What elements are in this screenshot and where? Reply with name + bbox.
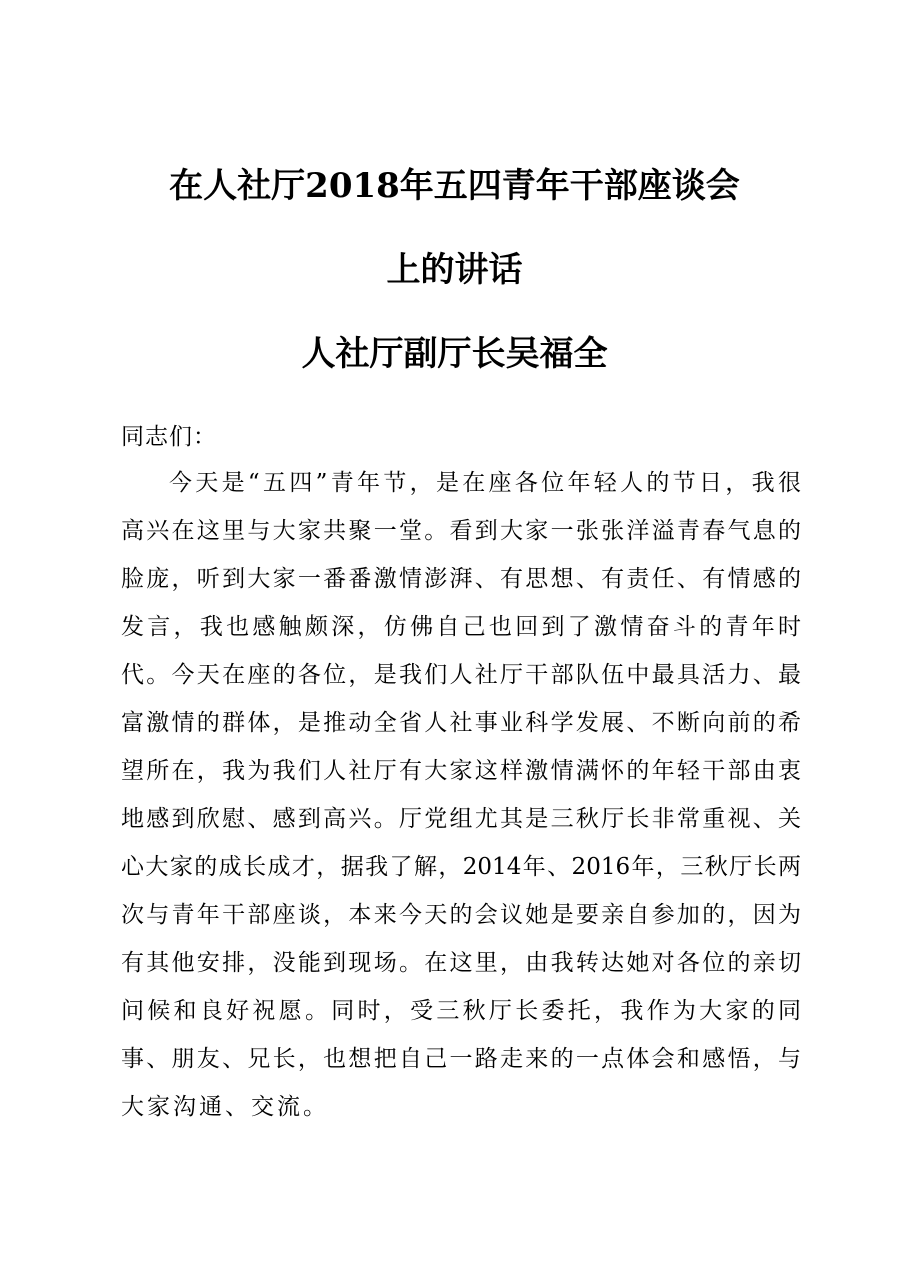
paragraph-line: 心大家的成长成才，据我了解，2014年、2016年，三秋厅长两	[121, 854, 801, 880]
salutation: 同志们：	[121, 424, 217, 450]
paragraph-line: 发言，我也感触颇深，仿佛自己也回到了激情奋斗的青年时	[121, 614, 801, 640]
author-line: 人社厅副厅长吴福全	[301, 334, 608, 374]
paragraph-line: 望所在，我为我们人社厅有大家这样激情满怀的年轻干部由衷	[121, 758, 801, 784]
paragraph-line: 高兴在这里与大家共聚一堂。看到大家一张张洋溢青春气息的	[121, 518, 801, 544]
document-title: 在人社厅2018年五四青年干部座谈会	[169, 166, 740, 206]
paragraph-line: 事、朋友、兄长，也想把自己一路走来的一点体会和感悟，与	[121, 1046, 801, 1072]
paragraph-line: 富激情的群体，是推动全省人社事业科学发展、不断向前的希	[121, 710, 801, 736]
body-paragraph	[121, 459, 801, 1131]
paragraph-line: 今天是“五四”青年节，是在座各位年轻人的节日，我很	[169, 470, 801, 496]
paragraph-line: 脸庞，听到大家一番番激情澎湃、有思想、有责任、有情感的	[121, 566, 801, 592]
paragraph-line: 有其他安排，没能到现场。在这里，由我转达她对各位的亲切	[121, 950, 801, 976]
document-title-continued: 上的讲话	[386, 250, 523, 290]
paragraph-line: 大家沟通、交流。	[121, 1094, 329, 1120]
paragraph-line: 次与青年干部座谈，本来今天的会议她是要亲自参加的，因为	[121, 902, 801, 928]
paragraph-line: 代。今天在座的各位，是我们人社厅干部队伍中最具活力、最	[121, 662, 801, 688]
paragraph-line: 地感到欣慰、感到高兴。厅党组尤其是三秋厅长非常重视、关	[121, 806, 801, 832]
paragraph-line: 问候和良好祝愿。同时，受三秋厅长委托，我作为大家的同	[121, 998, 801, 1024]
